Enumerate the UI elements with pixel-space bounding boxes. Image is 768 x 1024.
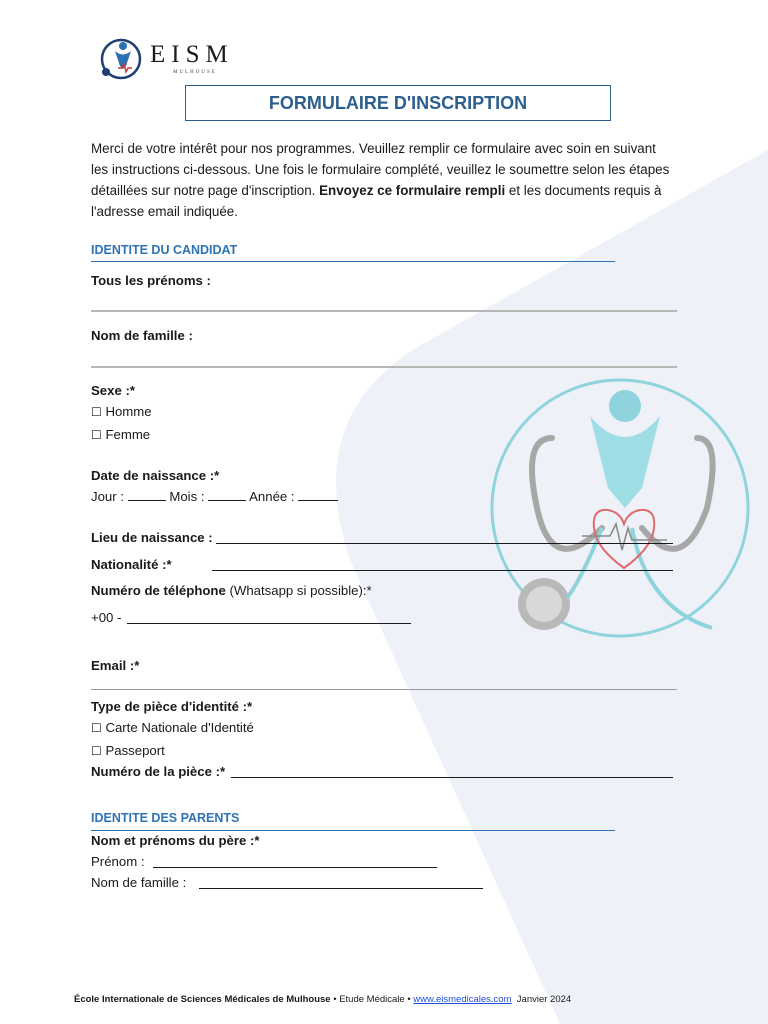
- option-femme-label: Femme: [105, 427, 151, 442]
- section-title-parents: IDENTITE DES PARENTS: [91, 811, 240, 825]
- checkbox-cni[interactable]: ☐: [91, 721, 102, 735]
- label-nationalite: Nationalité :*: [91, 557, 172, 572]
- label-jour: Jour :: [91, 489, 124, 504]
- checkbox-homme[interactable]: ☐: [91, 405, 102, 419]
- input-prenoms[interactable]: [91, 310, 677, 312]
- eism-logo: [98, 36, 248, 84]
- option-passeport[interactable]: [91, 743, 165, 758]
- option-femme[interactable]: [91, 427, 150, 442]
- date-fields-row: [91, 489, 338, 504]
- intro-paragraph: [91, 138, 671, 222]
- section-rule-candidate: [91, 261, 615, 262]
- input-nom[interactable]: [91, 366, 677, 368]
- input-mois[interactable]: [208, 490, 246, 501]
- input-nom-famille-pere[interactable]: [199, 878, 483, 889]
- form-title-box: [185, 85, 611, 121]
- input-nationalite[interactable]: [212, 560, 673, 571]
- label-lieu-naissance: Lieu de naissance :: [91, 530, 213, 545]
- footer-separator: • Etude Médicale •: [333, 994, 411, 1005]
- intro-text-1: Merci de votre intérêt pour nos programmes. Veuillez remplir ce formulaire avec soin en suivant les instructions ci-dessous. Une fois le formulaire complété, veuillez le soumettre selon les étapes détaillées sur notre page d'inscription.: [91, 141, 670, 198]
- footer-date: Janvier 2024: [516, 994, 572, 1005]
- input-lieu-naissance[interactable]: [216, 533, 673, 544]
- input-prenom-pere[interactable]: [153, 857, 437, 868]
- section-title-candidate: IDENTITE DU CANDIDAT: [91, 243, 238, 257]
- section-rule-parents: [91, 830, 615, 831]
- option-homme[interactable]: [91, 404, 152, 419]
- logo-wordmark: EISM: [150, 41, 234, 68]
- label-telephone: [91, 583, 372, 598]
- telephone-hint: (Whatsapp si possible):*: [229, 583, 372, 598]
- label-piece-num: Numéro de la pièce :*: [91, 764, 226, 779]
- input-annee[interactable]: [298, 490, 338, 501]
- option-homme-label: Homme: [105, 404, 152, 419]
- phone-prefix: +00 -: [91, 610, 122, 625]
- intro-text-bold: Envoyez ce formulaire rempli: [319, 183, 506, 198]
- input-email[interactable]: [91, 689, 677, 690]
- footer-school: École Internationale de Sciences Médicales de Mulhouse: [74, 994, 331, 1005]
- telephone-label-bold: Numéro de téléphone: [91, 583, 226, 598]
- label-sexe: Sexe :*: [91, 383, 135, 398]
- option-passeport-label: Passeport: [105, 743, 165, 758]
- logo-icon: [98, 36, 144, 82]
- label-prenoms: Tous les prénoms :: [91, 273, 211, 288]
- footer-website-link[interactable]: www.eismedicales.com: [413, 994, 512, 1005]
- input-telephone[interactable]: [127, 613, 411, 624]
- page-footer: [74, 994, 571, 1005]
- stethoscope-watermark: [482, 378, 768, 640]
- label-annee: Année :: [249, 489, 295, 504]
- label-prenom-pere: Prénom :: [91, 854, 145, 869]
- checkbox-passeport[interactable]: ☐: [91, 744, 102, 758]
- intro-text-2: et les documents requis à l'adresse email indiquée.: [91, 183, 662, 219]
- label-email: Email :*: [91, 658, 140, 673]
- label-mois: Mois :: [169, 489, 205, 504]
- input-piece-num[interactable]: [231, 767, 673, 778]
- logo-subtext: MULHOUSE: [173, 70, 217, 75]
- label-nom-famille-pere: Nom de famille :: [91, 875, 187, 890]
- option-cni[interactable]: [91, 720, 254, 735]
- label-pere: Nom et prénoms du père :*: [91, 833, 260, 848]
- label-date-naissance: Date de naissance :*: [91, 468, 220, 483]
- label-piece-type: Type de pièce d'identité :*: [91, 699, 253, 714]
- checkbox-femme[interactable]: ☐: [91, 428, 102, 442]
- label-nom: Nom de famille :: [91, 328, 193, 343]
- option-cni-label: Carte Nationale d'Identité: [105, 720, 254, 735]
- form-title: FORMULAIRE D'INSCRIPTION: [268, 92, 528, 113]
- input-jour[interactable]: [128, 490, 166, 501]
